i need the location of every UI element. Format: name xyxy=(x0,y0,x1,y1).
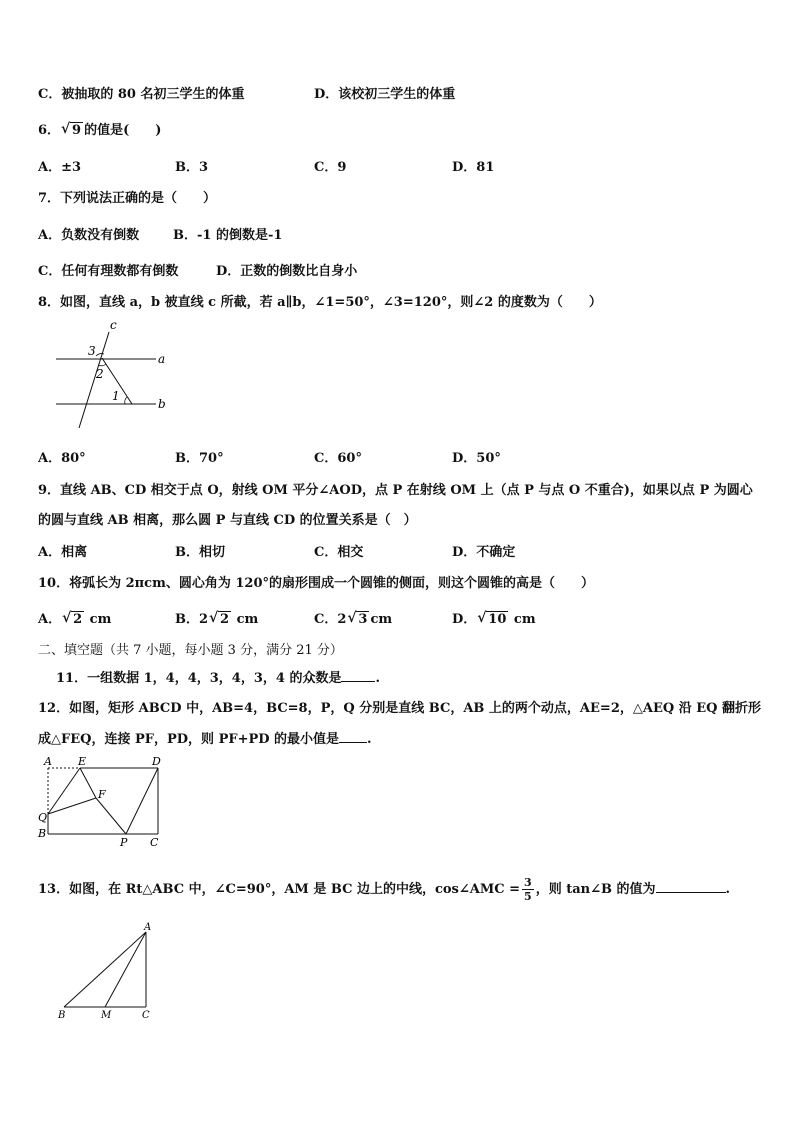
q7-option-b: B．-1 的倒数是-1 xyxy=(173,228,283,243)
answer-blank[interactable] xyxy=(341,681,375,682)
segment-ma xyxy=(105,932,146,1007)
sqrt-symbol: √ 9 xyxy=(61,121,82,138)
q6-stem-text: 的值是( ) xyxy=(84,123,162,138)
label-B: B xyxy=(38,827,47,840)
q9-option-c: C．相交 xyxy=(314,545,364,560)
sqrt-symbol: √ 3 xyxy=(347,610,368,627)
q10-option-a: A． √ 2 cm xyxy=(38,610,112,627)
q10-option-c: C．2 √ 3 cm xyxy=(314,610,393,627)
sqrt-symbol: √ 10 xyxy=(477,610,507,627)
q6-number: 6． xyxy=(38,123,61,138)
section-2-title: 二、填空题（共 7 小题，每小题 3 分，满分 21 分） xyxy=(38,643,343,658)
label-A: A xyxy=(44,755,52,768)
fraction: $\frac{3}{5}$ xyxy=(524,876,532,903)
q12-stem-line1: 12．如图，矩形 ABCD 中，AB=4，BC=8，P，Q 分别是直线 BC，AB 上的两个动点，AE=2，△AEQ 沿 EQ 翻折形 xyxy=(38,701,761,716)
q11-stem: 11．一组数据 1，4，4，3，4，3，4 的众数是 . xyxy=(56,671,380,686)
q8-option-b: B．70° xyxy=(175,451,224,466)
q6-option-c: C．9 xyxy=(314,160,347,175)
segment-fp xyxy=(96,798,126,834)
q7-option-d: D．正数的倒数比自身小 xyxy=(216,264,358,279)
label-3: 3 xyxy=(88,344,96,358)
label-A: A xyxy=(144,922,152,933)
q8-stem: 8．如图，直线 a，b 被直线 c 所截，若 a∥b，∠1=50°，∠3=120°，则∠2 的度数为（ ） xyxy=(38,295,602,310)
label-F: F xyxy=(98,788,106,801)
q10-option-d: D． √ 10 cm xyxy=(452,610,536,627)
sqrt-symbol: √ 2 xyxy=(209,610,230,627)
label-1: 1 xyxy=(112,389,120,403)
q6-option-d: D．81 xyxy=(452,160,495,175)
q6-stem xyxy=(38,119,161,138)
q13-stem: 13．如图，在 Rt△ABC 中，∠C=90°，AM 是 BC 边上的中线，cos∠AMC = $\frac{3}{5}$ ，则 tan∠B 的值为 . xyxy=(38,876,731,903)
q10-option-b: B．2 √ 2 cm xyxy=(175,610,259,627)
segment-pd xyxy=(126,768,158,834)
label-C: C xyxy=(150,836,159,849)
q9-option-a: A．相离 xyxy=(38,545,88,560)
label-M: M xyxy=(101,1010,112,1021)
segment-ef xyxy=(80,768,96,798)
label-Q: Q xyxy=(38,811,48,824)
q9-option-d: D．不确定 xyxy=(452,545,516,560)
answer-blank[interactable] xyxy=(339,742,367,743)
label-E: E xyxy=(78,755,87,768)
q7-option-a: A．负数没有倒数 xyxy=(38,228,140,243)
q5-option-d: D．该校初三学生的体重 xyxy=(314,87,456,102)
q6-option-a: A．±3 xyxy=(38,160,82,175)
q8-option-d: D．50° xyxy=(452,451,501,466)
label-b: b xyxy=(158,397,166,411)
q8-option-c: C．60° xyxy=(314,451,362,466)
label-B: B xyxy=(58,1010,66,1021)
q9-stem-line1: 9．直线 AB、CD 相交于点 O，射线 OM 平分∠AOD，点 P 在射线 OM 上（点 P 与点 O 不重合)，如果以点 P 为圆心 xyxy=(38,483,753,498)
label-P: P xyxy=(120,836,128,849)
segment-qe xyxy=(48,768,80,814)
label-C: C xyxy=(142,1010,150,1021)
q8-figure xyxy=(50,318,172,434)
segment-ba xyxy=(64,932,146,1007)
q13-figure xyxy=(52,920,162,1024)
q6-option-b: B．3 xyxy=(175,160,209,175)
q5-option-c: C．被抽取的 80 名初三学生的体重 xyxy=(38,87,245,102)
segment-qf xyxy=(48,798,96,814)
q7-stem: 7．下列说法正确的是（ ） xyxy=(38,191,217,206)
label-c: c xyxy=(110,318,117,332)
angle-3-arc xyxy=(96,354,104,356)
sqrt-symbol: √ 2 xyxy=(62,610,83,627)
q9-option-b: B．相切 xyxy=(175,545,225,560)
q8-option-a: A．80° xyxy=(38,451,86,466)
q12-stem-line2: 成△FEQ，连接 PF，PD，则 PF+PD 的最小值是 . xyxy=(38,732,372,747)
answer-blank[interactable] xyxy=(656,892,726,893)
q9-stem-line2: 的圆与直线 AB 相离，那么圆 P 与直线 CD 的位置关系是（ ） xyxy=(38,513,417,528)
label-2: 2 xyxy=(96,367,104,381)
q10-stem: 10．将弧长为 2πcm、圆心角为 120°的扇形围成一个圆锥的侧面，则这个圆锥的高是（ ） xyxy=(38,576,595,591)
label-a: a xyxy=(158,352,166,366)
angle-1-arc xyxy=(125,397,127,404)
q7-option-c: C．任何有理数都有倒数 xyxy=(38,264,179,279)
q12-figure xyxy=(36,754,166,850)
label-D: D xyxy=(152,755,161,768)
